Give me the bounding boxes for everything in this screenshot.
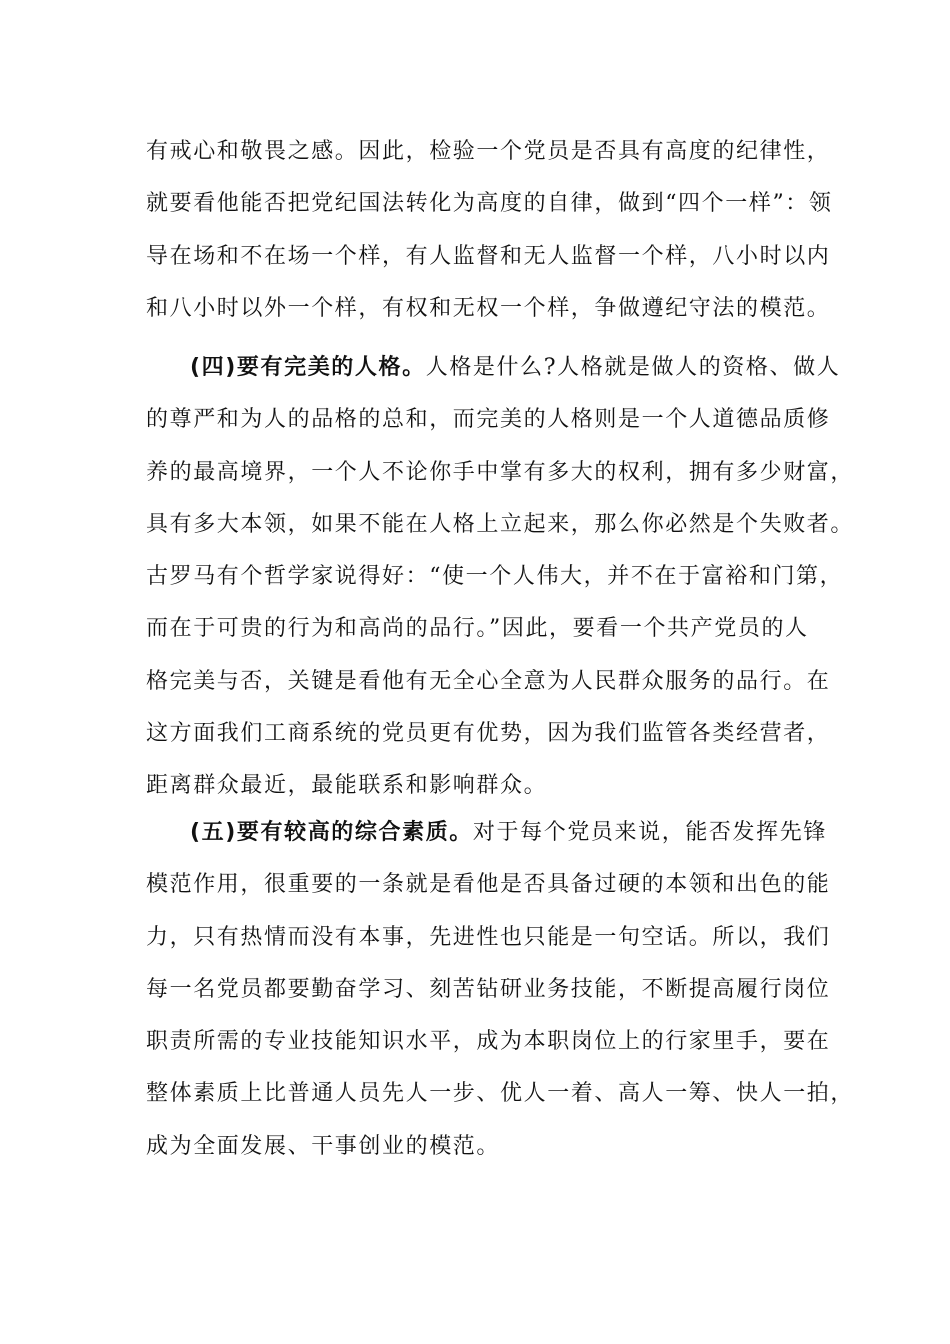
text-line: 成为全面发展、干事创业的模范。 bbox=[146, 1133, 501, 1159]
text-line: 距离群众最近，最能联系和影响群众。 bbox=[146, 773, 548, 799]
text-line: 这方面我们工商系统的党员更有优势，因为我们监管各类经营者， bbox=[146, 721, 831, 747]
section-heading-four: (四)要有完美的人格。 bbox=[190, 355, 426, 380]
text-line: 模范作用，很重要的一条就是看他是否具备过硬的本领和出色的能 bbox=[146, 872, 831, 898]
text-run: 人格是什么?人格就是做人的资格、做人 bbox=[425, 355, 841, 380]
text-line: 力，只有热情而没有本事，先进性也只能是一句空话。所以，我们 bbox=[146, 924, 831, 950]
text-line: 而在于可贵的行为和高尚的品行。”因此，要看一个共产党员的人 bbox=[146, 616, 809, 642]
text-line: 的尊严和为人的品格的总和，而完美的人格则是一个人道德品质修 bbox=[146, 407, 831, 433]
text-line: 就要看他能否把党纪国法转化为高度的自律，做到“四个一样”：领 bbox=[146, 191, 833, 217]
text-line: 格完美与否，关键是看他有无全心全意为人民群众服务的品行。在 bbox=[146, 668, 831, 694]
text-line: 古罗马有个哲学家说得好：“使一个人伟大，并不在于富裕和门第， bbox=[146, 564, 844, 590]
text-line: 每一名党员都要勤奋学习、刻苦钻研业务技能，不断提高履行岗位 bbox=[146, 976, 831, 1002]
text-line: 导在场和不在场一个样，有人监督和无人监督一个样，八小时以内 bbox=[146, 243, 831, 269]
text-line: 养的最高境界，一个人不论你手中掌有多大的权利，拥有多少财富， bbox=[146, 459, 855, 485]
text-line: 具有多大本领，如果不能在人格上立起来，那么你必然是个失败者。 bbox=[146, 511, 855, 537]
text-line: 有戒心和敬畏之感。因此，检验一个党员是否具有高度的纪律性， bbox=[146, 139, 831, 164]
text-run: 对于每个党员来说，能否发挥先锋 bbox=[472, 820, 827, 845]
text-line-first bbox=[146, 342, 841, 394]
paragraph-perfect-personality bbox=[146, 342, 855, 813]
paragraph-comprehensive-quality bbox=[146, 807, 855, 1173]
text-line: 和八小时以外一个样，有权和无权一个样，争做遵纪守法的模范。 bbox=[146, 295, 831, 321]
text-line: 职责所需的专业技能知识水平，成为本职岗位上的行家里手，要在 bbox=[146, 1029, 831, 1055]
text-line-first bbox=[146, 807, 827, 859]
paragraph-discipline-continuation bbox=[146, 126, 833, 335]
section-heading-five: (五)要有较高的综合素质。 bbox=[190, 820, 473, 845]
text-line: 整体素质上比普通人员先人一步、优人一着、高人一筹、快人一拍， bbox=[146, 1081, 855, 1107]
